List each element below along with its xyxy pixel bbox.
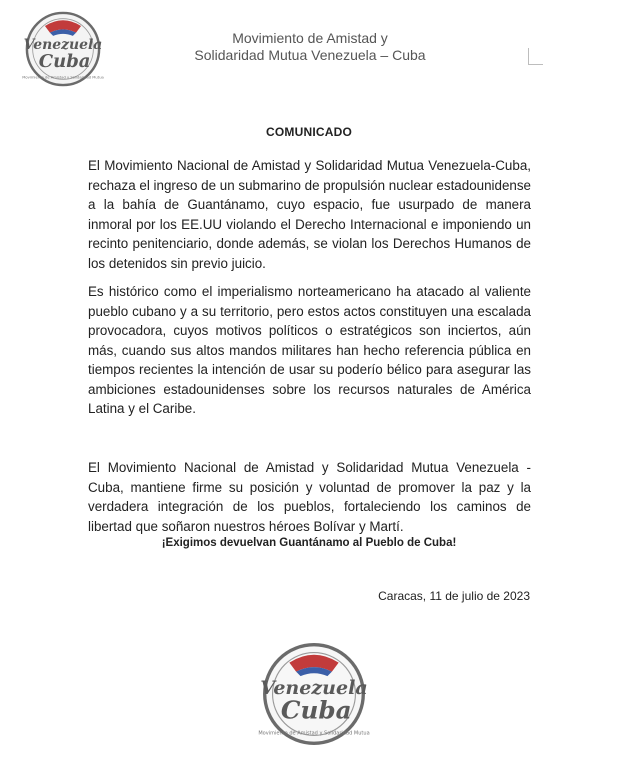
paragraph-3: El Movimiento Nacional de Amistad y Solidaridad Mutua Venezuela - Cuba, mantiene firme su posición y voluntad de promover la paz y la verdadera integración de los pueblos, fortaleciendo los caminos de libertad que soñaron nuestros héroes Bolívar y Martí.	[88, 460, 531, 534]
logo-bottom-word-venezuela: Venezuela	[260, 677, 368, 699]
venezuela-cuba-logo-bottom	[258, 638, 370, 750]
corner-mark	[528, 48, 543, 65]
venezuela-cuba-logo	[22, 8, 104, 90]
header-line-1: Movimiento de Amistad y	[232, 30, 388, 46]
logo-ring-text: Movimiento de Amistad y Solidaridad Mutua	[22, 75, 104, 80]
paragraph-1: El Movimiento Nacional de Amistad y Solidaridad Mutua Venezuela-Cuba, rechaza el ingreso de un submarino de propulsión nuclear estadounidense a la bahía de Guantánamo, cuyo espacio, fue usurpado de manera inmoral por los EE.UU violando el Derecho Internacional e imponiendo un recinto penitenciario, donde además, se violan los Derechos Humanos de los detenidos sin previo juicio.	[88, 158, 531, 271]
organization-header	[150, 30, 470, 64]
logo-bottom-word-cuba: Cuba	[280, 695, 352, 725]
header-line-2: Solidaridad Mutua Venezuela – Cuba	[194, 47, 426, 63]
logo-word-cuba: Cuba	[38, 51, 91, 73]
slogan: ¡Exigimos devuelvan Guantánamo al Pueblo de Cuba!	[161, 537, 457, 549]
paragraph-2: Es histórico como el imperialismo norteamericano ha atacado al valiente pueblo cubano y a su territorio, pero estos actos constituyen una escalada provocadora, cuyos motivos políticos o estratégicos son inciertos, aún más, cuando sus altos mandos militares han hecho referencia pública en tiempos recientes la intención de usar su poderío bélico para asegurar las ambiciones estadounidenses sobre los recursos naturales de América Latina y el Caribe.	[88, 284, 531, 416]
date-line: Caracas, 11 de julio de 2023	[378, 589, 530, 603]
document-title: COMUNICADO	[266, 125, 352, 139]
logo-word-venezuela: Venezuela	[23, 37, 103, 54]
logo-bottom-ring-text: Movimiento de Amistad y Solidaridad Mutua	[258, 730, 370, 737]
